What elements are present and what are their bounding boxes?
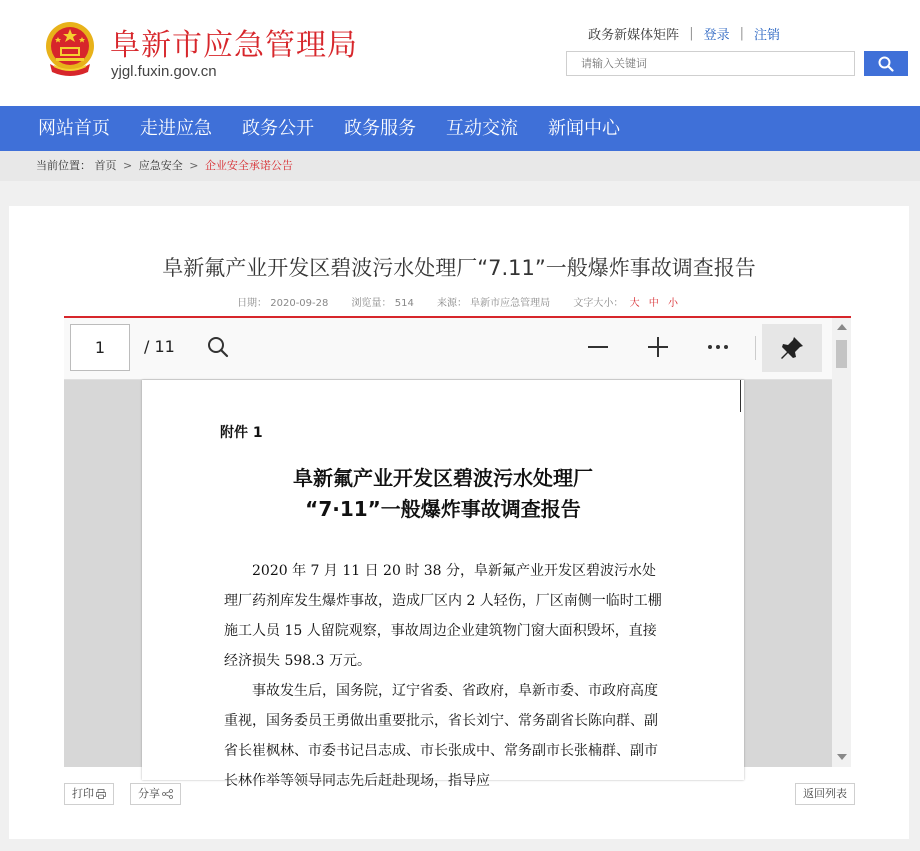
zoom-out-icon[interactable] [583, 332, 613, 362]
font-size-small[interactable]: 小 [667, 298, 678, 309]
pin-button[interactable] [762, 324, 822, 372]
pdf-toolbar [64, 318, 832, 380]
nav-item-gov-affairs[interactable]: 政务公开 [242, 118, 314, 139]
pdf-title-line2: “7·11”一般爆炸事故调查报告 [305, 497, 581, 521]
pdf-title-line1: 阜新氟产业开发区碧波污水处理厂 [293, 466, 593, 490]
login-link[interactable]: 登录 [703, 28, 730, 43]
breadcrumb-arrow: > [123, 159, 133, 172]
pdf-body [224, 556, 669, 796]
back-to-list-button[interactable] [795, 783, 855, 805]
font-size-control [573, 298, 681, 309]
share-button[interactable] [130, 783, 181, 805]
print-label: 打印 [72, 787, 94, 800]
font-size-label: 文字大小： [573, 298, 624, 309]
pdf-paragraph: 事故发生后，国务院，辽宁省委、省政府，阜新市委、市政府高度重视，国务委员王勇做出重要批示，省长刘宁、常务副省长陈向群、副省长崔枫林、市委书记吕志成、市长张成中、常务副市长张楠群、副市长林作举等领导同志先后赶赴现场，指导应 [224, 683, 658, 789]
national-emblem-icon[interactable] [42, 20, 98, 78]
font-size-large[interactable]: 大 [629, 298, 640, 309]
zoom-in-icon[interactable] [643, 332, 673, 362]
pdf-attachment-label: 附件 1 [220, 425, 263, 441]
toolbar-divider [755, 336, 756, 360]
site-header [0, 0, 920, 106]
scroll-up-icon[interactable] [837, 324, 847, 330]
article-card [9, 206, 909, 839]
nav-item-interaction[interactable]: 互动交流 [446, 118, 518, 139]
breadcrumb-home[interactable]: 首页 [94, 159, 117, 172]
page-number-input[interactable]: 1 [70, 324, 130, 371]
nav-item-about[interactable]: 走进应急 [140, 118, 212, 139]
pdf-viewer[interactable] [64, 318, 851, 789]
print-icon [96, 789, 106, 799]
nav-item-home[interactable]: 网站首页 [38, 118, 110, 139]
pdf-paragraph: 2020 年 7 月 11 日 20 时 38 分，阜新氟产业开发区碧波污水处理厂药剂库发生爆炸事故，造成厂区内 2 人轻伤，厂区南侧一临时工棚施工人员 15 人留院观察，事故周边企业建筑物门窗大面积毁坏，直接经济损失 598.3 万元。 [224, 563, 662, 669]
search-button[interactable] [864, 51, 908, 76]
pdf-page [142, 380, 744, 789]
search-icon[interactable] [203, 332, 233, 362]
share-label: 分享 [138, 787, 160, 800]
separator: | [689, 26, 694, 41]
top-links [588, 24, 780, 43]
logout-link[interactable]: 注销 [753, 28, 780, 43]
back-label: 返回列表 [803, 787, 847, 800]
article-title: 阜新氟产业开发区碧波污水处理厂“7.11”一般爆炸事故调查报告 [162, 256, 756, 280]
article-date: 日期： 2020-09-28 [237, 298, 329, 309]
breadcrumb-arrow: > [189, 159, 199, 172]
pin-icon [779, 335, 805, 361]
breadcrumb-current[interactable]: 企业安全承诺公告 [204, 159, 293, 172]
pdf-scrollbar[interactable] [832, 318, 851, 767]
article-views: 浏览量： 514 [351, 298, 414, 309]
scroll-thumb[interactable] [836, 340, 847, 368]
nav-item-services[interactable]: 政务服务 [344, 118, 416, 139]
page-total: / 11 [144, 337, 175, 356]
page-edge [740, 380, 741, 412]
separator: | [739, 26, 744, 41]
font-size-medium[interactable]: 中 [648, 298, 659, 309]
search-input[interactable] [566, 51, 855, 76]
breadcrumb [0, 151, 920, 181]
nav-item-news[interactable]: 新闻中心 [548, 118, 620, 139]
scroll-down-icon[interactable] [837, 754, 847, 760]
share-icon [162, 789, 173, 799]
more-icon[interactable] [703, 332, 733, 362]
media-matrix-link[interactable]: 政务新媒体矩阵 [588, 28, 680, 43]
print-button[interactable] [64, 783, 114, 805]
main-nav [0, 106, 920, 151]
site-domain: yjgl.fuxin.gov.cn [111, 63, 217, 80]
site-title[interactable]: 阜新市应急管理局 [110, 28, 358, 63]
breadcrumb-safety[interactable]: 应急安全 [138, 159, 183, 172]
article-meta [9, 294, 909, 309]
article-source: 来源： 阜新市应急管理局 [437, 298, 551, 309]
search-bar [566, 51, 908, 76]
breadcrumb-label: 当前位置： [36, 159, 91, 172]
search-icon [878, 56, 894, 72]
